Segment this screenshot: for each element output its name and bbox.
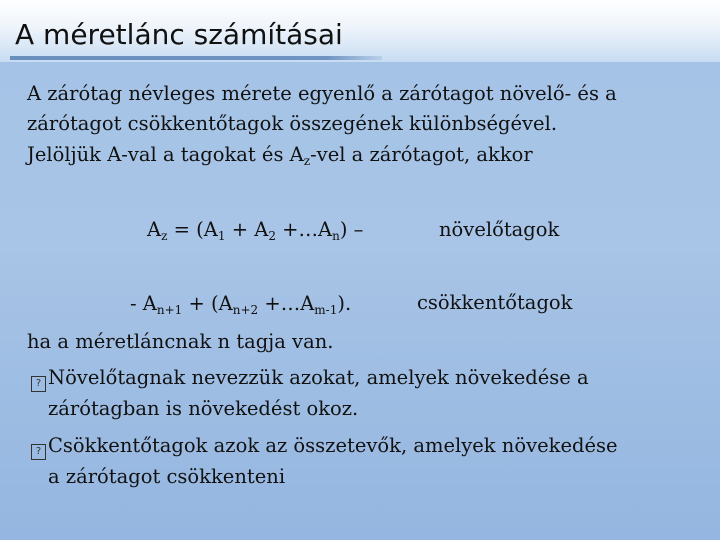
label-increasing-terms: növelőtagok [439,218,560,241]
bullet-box-icon: ? [31,444,46,460]
label-decreasing-terms: csökkentőtagok [417,291,573,314]
intro-line-1: A zárótag névleges mérete egyenlő a zárótagot növelő- és a [27,82,617,105]
bullet-2-line-1: ? Csökkentőtagok azok az összetevők, amelyek növekedése [31,434,618,460]
title-underline [10,56,382,60]
equation-increasing: $A_z = (A_1 + A_2$ $+\dots A_n$) – [147,218,364,243]
bullet-1-line-2: zárótagban is növekedést okoz. [48,397,359,420]
bullet-2-line-2: a zárótagot csökkenteni [48,465,286,488]
slide-title: A méretlánc számításai [15,18,343,51]
bullet-box-icon: ? [31,376,46,392]
intro-line-3: Jelöljük A-val a tagokat és $A_z$-vel a zárótagot, akkor [27,143,533,168]
note-line: ha a méretláncnak n tagja van. [27,330,334,353]
bullet-1-line-1: ? Növelőtagnak nevezzük azokat, amelyek növekedése a [31,366,589,392]
intro-line-2: zárótagot csökkentőtagok összegének különbségével. [27,112,558,135]
equation-decreasing: - $A_{n+1} + (A_{n+2}$ $+\dots A_{m-1}$). [130,292,352,317]
